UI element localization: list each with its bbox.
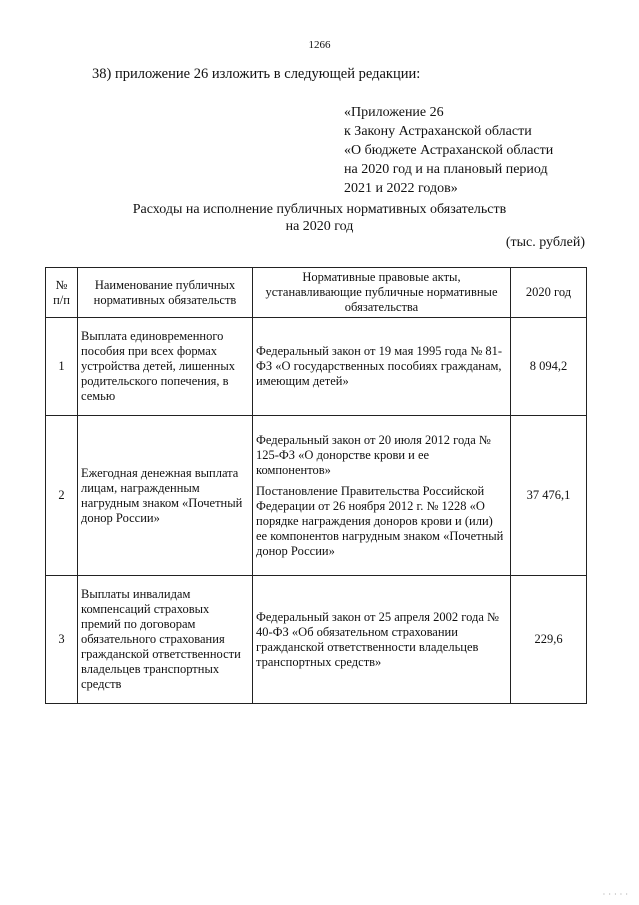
appendix-header-line: «Приложение 26 xyxy=(344,105,444,120)
legal-acts xyxy=(253,318,511,416)
amount-2020: 229,6 xyxy=(511,576,587,704)
page-number: 1266 xyxy=(308,39,331,51)
obligation-name: Ежегодная денежная выплата лицам, награжденным нагрудным знаком «Почетный донор России» xyxy=(78,416,253,576)
scan-artifact: ····· xyxy=(602,890,631,899)
row-number: 3 xyxy=(46,576,78,704)
appendix-header-line: 2021 и 2022 годов» xyxy=(344,181,458,196)
appendix-header xyxy=(344,103,553,198)
obligations-table xyxy=(45,267,587,704)
legal-act: Федеральный закон от 20 июля 2012 года № 125-ФЗ «О донорстве крови и ее компонентов» xyxy=(256,432,491,477)
table-row xyxy=(46,416,587,576)
row-number: 1 xyxy=(46,318,78,416)
table-row xyxy=(46,576,587,704)
amount-2020: 37 476,1 xyxy=(511,416,587,576)
intro-paragraph: 38) приложение 26 изложить в следующей редакции: xyxy=(92,66,421,82)
legal-act: Федеральный закон от 25 апреля 2002 года № 40-ФЗ «Об обязательном страховании гражданской ответственности владельцев транспортных средств» xyxy=(256,609,499,669)
column-header-year: 2020 год xyxy=(511,268,587,318)
column-header-number: № п/п xyxy=(46,268,78,318)
table-row xyxy=(46,318,587,416)
document-title-line: Расходы на исполнение публичных нормативных обязательств xyxy=(132,202,507,217)
document-title-line: на 2020 год xyxy=(285,219,354,234)
column-header-acts: Нормативные правовые акты, устанавливающие публичные нормативные обязательства xyxy=(253,268,511,318)
row-number: 2 xyxy=(46,416,78,576)
document-title xyxy=(0,201,639,235)
legal-acts xyxy=(253,576,511,704)
obligation-name: Выплата единовременного пособия при всех формах устройства детей, лишенных родительского попечения, в семью xyxy=(78,318,253,416)
legal-act: Федеральный закон от 19 мая 1995 года № 81-ФЗ «О государственных пособиях гражданам, имеющим детей» xyxy=(256,344,503,388)
appendix-header-line: «О бюджете Астраханской области xyxy=(344,143,554,158)
column-header-name: Наименование публичных нормативных обязательств xyxy=(78,268,253,318)
appendix-header-line: к Закону Астраханской области xyxy=(344,124,532,139)
appendix-header-line: на 2020 год и на плановый период xyxy=(344,162,548,177)
units-label: (тыс. рублей) xyxy=(505,235,585,250)
table-header-row xyxy=(46,268,587,318)
obligation-name: Выплаты инвалидам компенсаций страховых премий по договорам обязательного страхования гражданской ответственности владельцев транспортных средств xyxy=(78,576,253,704)
legal-acts xyxy=(253,416,511,576)
amount-2020: 8 094,2 xyxy=(511,318,587,416)
legal-act: Постановление Правительства Российской Федерации от 26 ноября 2012 г. № 1228 «О порядке награждения доноров крови и (или) ее компонентов нагрудным знаком «Почетный донор России» xyxy=(256,483,504,558)
